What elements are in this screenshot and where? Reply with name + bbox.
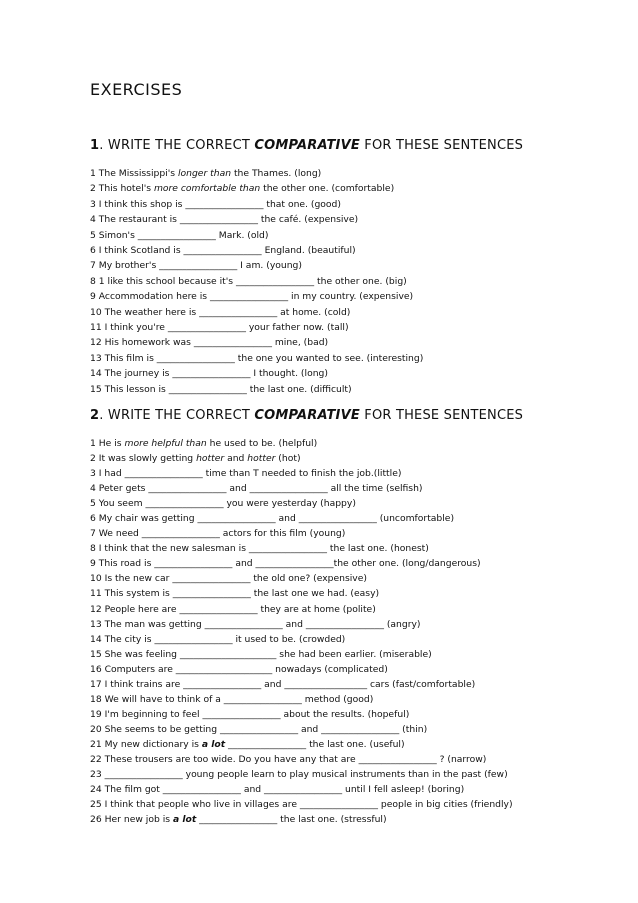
exercise-sentence <box>90 752 513 767</box>
sentence-text: 7 We need _________________ actors for this film (young) <box>90 528 346 540</box>
example-answer: hotter <box>196 453 225 465</box>
exercise-sentence <box>90 677 513 692</box>
exercise-sentence <box>90 335 423 350</box>
sentence-text: 10 The weather here is _________________ at home. (cold) <box>90 306 351 318</box>
sentence-text: 11 I think you're _________________ your father now. (tall) <box>90 322 349 334</box>
sentence-text: 18 We will have to think of a _________________ method (good) <box>90 693 374 705</box>
exercise-sentence <box>90 351 423 366</box>
section-2-heading-keyword: COMPARATIVE <box>254 408 360 423</box>
exercise-sentence <box>90 767 513 782</box>
sentence-text: 14 The journey is _________________ I thought. (long) <box>90 368 328 380</box>
exercise-sentence <box>90 382 423 397</box>
sentence-text: 13 This film is _________________ the one you wanted to see. (interesting) <box>90 352 424 364</box>
exercise-sentence <box>90 782 513 797</box>
sentence-text: 22 These trousers are too wide. Do you have any that are _________________ ? (narrow) <box>90 753 487 765</box>
section-2-heading-text: . WRITE THE CORRECT <box>99 408 255 423</box>
sentence-text: 6 I think Scotland is _________________ England. (beautiful) <box>90 245 356 257</box>
sentence-text: 5 Simon's _________________ Mark. (old) <box>90 229 269 241</box>
exercise-sentence <box>90 662 513 677</box>
sentence-text: he used to be. (helpful) <box>206 438 318 449</box>
sentence-text: 8 I think that the new salesman is _________________ the last one. (honest) <box>90 543 429 555</box>
sentence-text: 2 This hotel's <box>90 183 154 195</box>
exercise-sentence <box>90 451 513 466</box>
section-1-heading-keyword: COMPARATIVE <box>254 138 360 153</box>
section-1-heading-suffix: FOR THESE SENTENCES <box>359 138 524 153</box>
exercise-sentence <box>90 243 423 258</box>
sentence-text: 1 He is <box>90 438 125 449</box>
exercise-sentence <box>90 496 513 511</box>
exercise-sentence <box>90 511 513 526</box>
exercise-sentence <box>90 692 513 707</box>
exercise-sentence <box>90 228 423 243</box>
exercise-sentence <box>90 166 423 181</box>
sentence-text: 1 The Mississippi's <box>90 168 178 179</box>
exercise-sentence <box>90 366 423 381</box>
sentence-text: 12 People here are _________________ they are at home (polite) <box>90 603 376 615</box>
sentence-text: 15 This lesson is _________________ the last one. (difficult) <box>90 383 352 395</box>
sentence-text: the other one. (comfortable) <box>260 183 395 195</box>
sentence-text: 4 Peter gets _________________ and _________________ all the time (selfish) <box>90 483 423 495</box>
exercise-sentence <box>90 602 513 617</box>
sentence-text: 4 The restaurant is _________________ the café. (expensive) <box>90 214 359 226</box>
sentence-text: 17 I think trains are _________________ and __________________ cars (fast/comfortable) <box>90 678 476 690</box>
exercise-sentence <box>90 274 423 289</box>
exercise-sentence <box>90 647 513 662</box>
exercise-sentence <box>90 797 513 812</box>
sentence-text: _________________ the last one. (stressful) <box>196 814 387 826</box>
sentence-text: 14 The city is _________________ it used to be. (crowded) <box>90 633 346 645</box>
exercise-sentence <box>90 466 513 481</box>
sentence-text: and <box>224 453 248 465</box>
exercise-sentence <box>90 707 513 722</box>
exercise-sentence <box>90 181 423 196</box>
exercise-sentence <box>90 632 513 647</box>
exercise-sentence <box>90 481 513 496</box>
sentence-text: 6 My chair was getting _________________ and _________________ (uncomfortable) <box>90 513 455 525</box>
section-2-number: 2 <box>90 408 100 423</box>
section-2-heading-suffix: FOR THESE SENTENCES <box>359 408 524 423</box>
exercise-sentence <box>90 320 423 335</box>
sentence-text: 15 She was feeling _____________________ she had been earlier. (miserable) <box>90 648 432 660</box>
exercise-sentence <box>90 197 423 212</box>
exercise-sentence <box>90 526 513 541</box>
exercise-sentence <box>90 617 513 632</box>
sentence-text: 19 I'm beginning to feel _________________ about the results. (hopeful) <box>90 708 410 720</box>
sentence-text: 12 His homework was _________________ mine, (bad) <box>90 337 329 349</box>
exercise-sentence <box>90 258 423 273</box>
exercise-sentence <box>90 541 513 556</box>
sentence-text: 24 The film got _________________ and _________________ until I fell asleep! (boring) <box>90 784 465 796</box>
section-2-sentence-list <box>90 436 513 827</box>
exercise-sentence <box>90 586 513 601</box>
sentence-text: 3 I think this shop is _________________ that one. (good) <box>90 198 341 210</box>
section-1-heading <box>90 138 523 153</box>
exercise-sentence <box>90 212 423 227</box>
example-answer: more comfortable than <box>153 183 261 195</box>
sentence-text: 10 Is the new car _________________ the old one? (expensive) <box>90 573 367 585</box>
sentence-text: _________________ the last one. (useful) <box>225 738 405 750</box>
exercise-sentence <box>90 737 513 752</box>
exercise-sentence <box>90 812 513 827</box>
sentence-text: 20 She seems to be getting _________________ and _________________ (thin) <box>90 723 428 735</box>
section-1-number: 1 <box>90 138 100 153</box>
sentence-text: 13 The man was getting _________________ and _________________ (angry) <box>90 618 421 630</box>
section-1-sentence-list <box>90 166 423 397</box>
sentence-text: 5 You seem _________________ you were yesterday (happy) <box>90 498 356 510</box>
sentence-text: 9 This road is _________________ and _________________the other one. (long/dangerous) <box>90 558 481 570</box>
sentence-text: 16 Computers are _____________________ nowadays (complicated) <box>90 663 388 675</box>
example-answer: more helpful than <box>124 438 207 449</box>
sentence-text: 8 1 like this school because it's _________________ the other one. (big) <box>90 275 407 287</box>
sentence-text: 21 My new dictionary is <box>90 738 202 750</box>
sentence-text: 23 _________________ young people learn to play musical instruments than in the past (few) <box>90 769 508 781</box>
exercise-sentence <box>90 556 513 571</box>
sentence-text: 3 I had _________________ time than T needed to finish the job.(little) <box>90 468 402 480</box>
example-answer: longer than <box>177 168 232 179</box>
exercise-sentence <box>90 722 513 737</box>
sentence-text: 2 It was slowly getting <box>90 453 197 465</box>
sentence-text: 25 I think that people who live in villages are _________________ people in big cities (friendly) <box>90 799 513 811</box>
sentence-text: 11 This system is _________________ the last one we had. (easy) <box>90 588 380 600</box>
exercise-sentence <box>90 305 423 320</box>
example-answer: a lot <box>201 738 226 750</box>
sentence-text: 7 My brother's _________________ I am. (young) <box>90 260 302 272</box>
exercise-sentence <box>90 571 513 586</box>
section-1-heading-text: . WRITE THE CORRECT <box>99 138 255 153</box>
example-answer: a lot <box>172 814 197 826</box>
sentence-text: 9 Accommodation here is _________________ in my country. (expensive) <box>90 291 414 303</box>
page-title: EXERCISES <box>90 80 183 99</box>
sentence-text: (hot) <box>275 453 301 465</box>
section-2-heading <box>90 408 523 423</box>
example-answer: hotter <box>247 453 276 465</box>
exercise-sentence <box>90 436 513 451</box>
exercise-sentence <box>90 289 423 304</box>
sentence-text: 26 Her new job is <box>90 814 173 826</box>
sentence-text: the Thames. (long) <box>231 168 322 179</box>
